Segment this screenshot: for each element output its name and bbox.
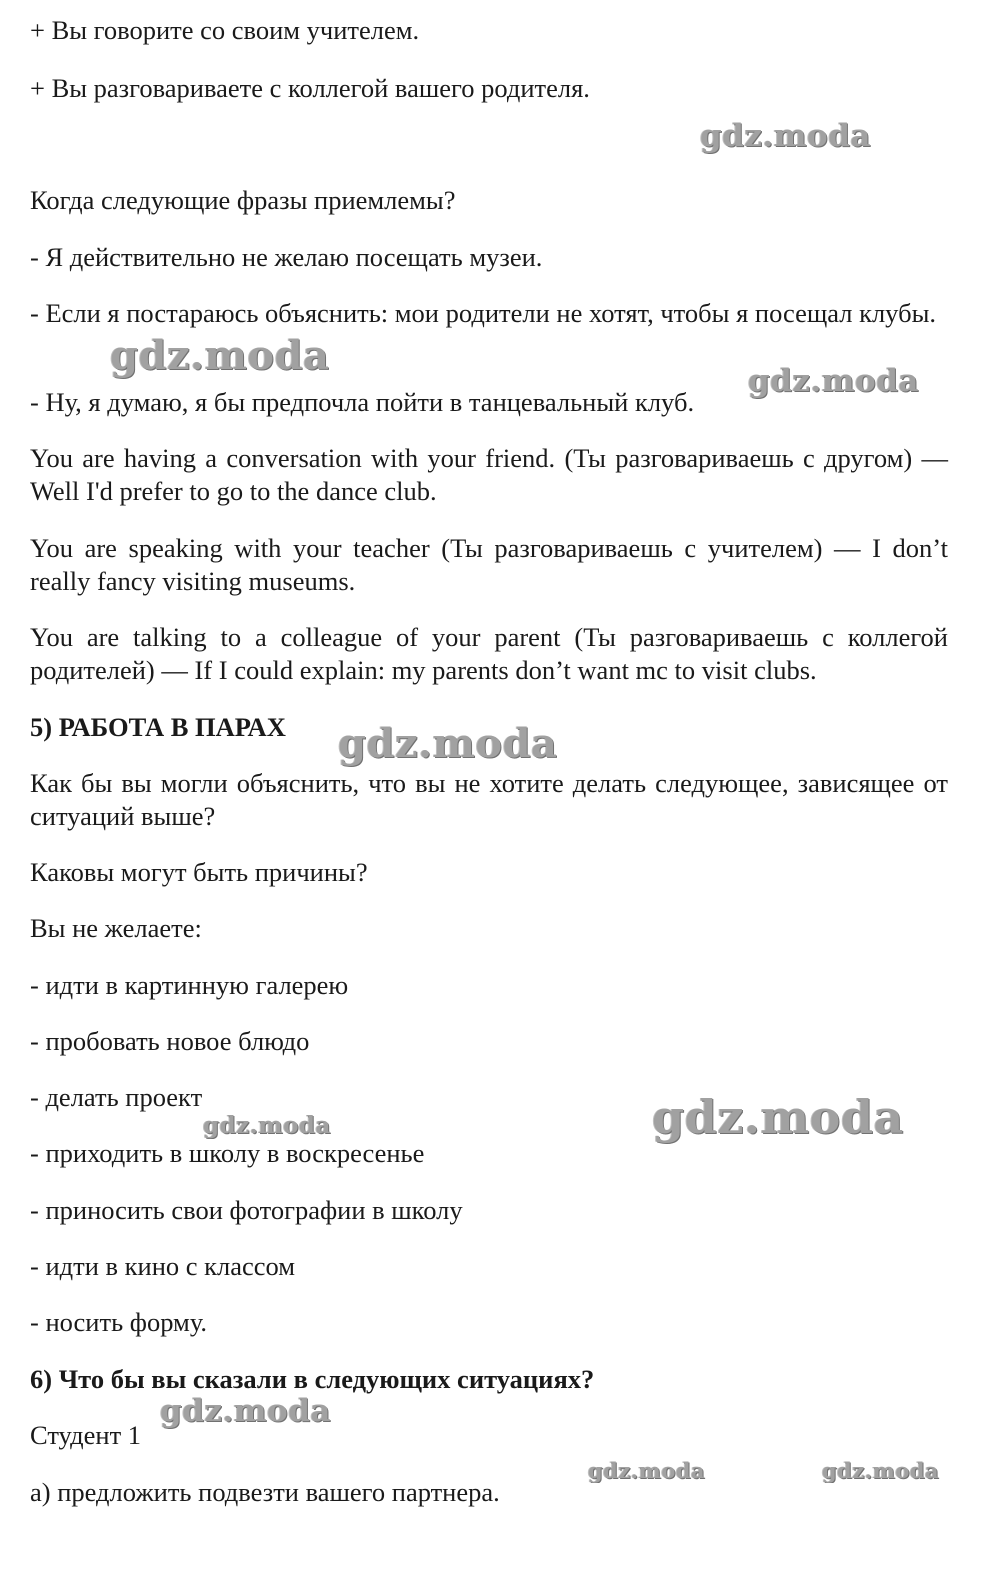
paragraph-museums: - Я действительно не желаю посещать музеи. — [30, 242, 543, 272]
watermark-logo: gdz.moda — [700, 118, 871, 154]
list-item-project: - делать проект — [30, 1082, 203, 1112]
paragraph-you-dont-wish: Вы не желаете: — [30, 913, 202, 943]
paragraph-student-1: Студент 1 — [30, 1420, 142, 1450]
paragraph-teacher-conversation: You are speaking with your teacher (Ты разговариваешь с учителем) — I don’t really fancy visiting museums. — [30, 533, 948, 596]
watermark-logo: gdz.moda — [110, 332, 330, 379]
watermark-logo: gdz.moda — [748, 363, 919, 399]
paragraph-talk-colleague: + Вы разговариваете с коллегой вашего родителя. — [30, 73, 590, 103]
paragraph-clubs: - Если я постараюсь объяснить: мои родители не хотят, чтобы я посещал клубы. — [30, 298, 936, 328]
watermark-logo: gdz.moda — [338, 720, 558, 767]
section-heading-5: 5) РАБОТА В ПАРАХ — [30, 712, 286, 742]
watermark-logo: gdz.moda — [203, 1112, 331, 1139]
list-item-photos: - приносить свои фотографии в школу — [30, 1195, 463, 1225]
list-item-uniform: - носить форму. — [30, 1307, 208, 1337]
watermark-logo: gdz.moda — [588, 1458, 706, 1483]
list-item-new-dish: - пробовать новое блюдо — [30, 1026, 310, 1056]
watermark-logo: gdz.moda — [160, 1393, 331, 1429]
paragraph-friend-conversation: You are having a conversation with your friend. (Ты разговариваешь с другом) — Well I'd prefer to go to the dance club. — [30, 443, 948, 506]
watermark-logo: gdz.moda — [822, 1458, 940, 1483]
list-item-sunday-school: - приходить в школу в воскресенье — [30, 1138, 425, 1168]
paragraph-reasons-question: Каковы могут быть причины? — [30, 857, 368, 887]
list-item-cinema: - идти в кино с классом — [30, 1251, 296, 1281]
paragraph-talk-teacher: + Вы говорите со своим учителем. — [30, 15, 420, 45]
section-heading-6: 6) Что бы вы сказали в следующих ситуациях? — [30, 1364, 595, 1394]
paragraph-dance-club: - Ну, я думаю, я бы предпочла пойти в танцевальный клуб. — [30, 387, 695, 417]
paragraph-colleague-conversation: You are talking to a colleague of your parent (Ты разговариваешь с коллегой родителей) — If I could explain: my parents don’t want mc to visit clubs. — [30, 622, 948, 685]
paragraph-offer-lift: а) предложить подвезти вашего партнера. — [30, 1477, 500, 1507]
paragraph-explain-question: Как бы вы могли объяснить, что вы не хотите делать следующее, зависящее от ситуаций выше? — [30, 768, 948, 831]
list-item-gallery: - идти в картинную галерею — [30, 970, 349, 1000]
paragraph-question-acceptable: Когда следующие фразы приемлемы? — [30, 185, 456, 215]
watermark-logo: gdz.moda — [652, 1090, 904, 1144]
